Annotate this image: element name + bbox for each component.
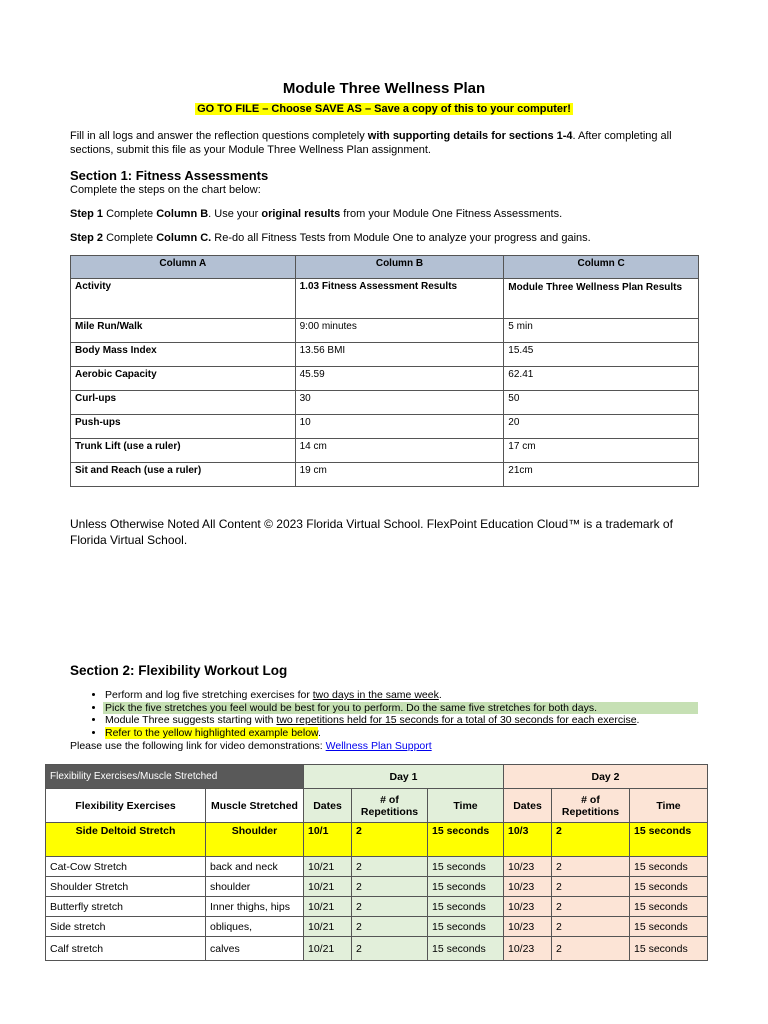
bullet4-text: Refer to the yellow highlighted example below <box>105 726 319 739</box>
table-cell[interactable]: 30 <box>295 391 504 415</box>
table-cell[interactable]: 45.59 <box>295 367 504 391</box>
table-cell[interactable]: 2 <box>552 937 630 961</box>
column-a-header: Column A <box>71 256 296 279</box>
bullet3-underlined: two repetitions held for 15 seconds for a total of 30 seconds for each exercise <box>276 714 637 726</box>
table-row <box>71 279 699 319</box>
table-cell[interactable]: 15.45 <box>504 343 699 367</box>
list-item <box>105 689 698 702</box>
step1-part-b: . Use your <box>208 208 262 220</box>
table-cell[interactable]: 10/23 <box>504 897 552 917</box>
table-cell[interactable]: 17 cm <box>504 439 699 463</box>
day2-header: Day 2 <box>504 765 708 789</box>
table-cell[interactable]: 10/21 <box>304 937 352 961</box>
table-cell[interactable]: Sit and Reach (use a ruler) <box>71 463 296 487</box>
table-cell[interactable]: 2 <box>552 917 630 937</box>
fitness-assessment-table <box>70 255 699 487</box>
table-cell[interactable]: 15 seconds <box>630 857 708 877</box>
table-cell[interactable]: 10/21 <box>304 857 352 877</box>
table-cell[interactable]: 15 seconds <box>630 877 708 897</box>
table-row <box>71 343 699 367</box>
table-cell[interactable]: 2 <box>552 857 630 877</box>
example-row <box>46 823 708 857</box>
col-header: Time <box>428 789 504 823</box>
col-header: Dates <box>504 789 552 823</box>
table-cell[interactable]: Push-ups <box>71 415 296 439</box>
table-row <box>71 367 699 391</box>
table-header-row <box>71 256 699 279</box>
table-row <box>71 463 699 487</box>
table-cell[interactable]: Butterfly stretch <box>46 897 206 917</box>
table-cell[interactable]: Calf stretch <box>46 937 206 961</box>
table-cell[interactable]: 21cm <box>504 463 699 487</box>
table-cell[interactable]: 10 <box>295 415 504 439</box>
table-row <box>46 917 708 937</box>
video-link-line <box>70 740 432 752</box>
table-cell[interactable]: 10/21 <box>304 917 352 937</box>
table-cell[interactable]: 15 seconds <box>428 877 504 897</box>
table-cell: 15 seconds <box>630 823 708 857</box>
table-row <box>71 415 699 439</box>
step2-text <box>70 231 591 245</box>
table-cell[interactable]: 9:00 minutes <box>295 319 504 343</box>
table-cell[interactable]: 2 <box>552 897 630 917</box>
table-cell[interactable]: 10/23 <box>504 917 552 937</box>
col-header: Time <box>630 789 708 823</box>
table-row <box>46 857 708 877</box>
table-cell[interactable]: Mile Run/Walk <box>71 319 296 343</box>
intro-paragraph <box>70 129 700 157</box>
table-cell[interactable]: 50 <box>504 391 699 415</box>
section1-heading: Section 1: Fitness Assessments <box>70 168 269 183</box>
save-instruction <box>0 103 768 115</box>
table-cell[interactable]: 15 seconds <box>428 897 504 917</box>
bullet2-text: • Pick the five stretches you feel would be best for you to perform. Do the same five stretches for both days. <box>103 702 698 715</box>
group-header: Flexibility Exercises/Muscle Stretched <box>46 765 304 789</box>
table-cell: 10/1 <box>304 823 352 857</box>
table-cell: 2 <box>352 823 428 857</box>
list-item <box>105 702 698 715</box>
table-cell[interactable]: back and neck <box>206 857 304 877</box>
step2-part-b: Re-do all Fitness Tests from Module One to analyze your progress and gains. <box>211 232 591 244</box>
table-row <box>46 877 708 897</box>
table-cell[interactable]: 15 seconds <box>630 897 708 917</box>
table-cell[interactable]: 13.56 BMI <box>295 343 504 367</box>
table-cell[interactable]: 2 <box>352 857 428 877</box>
copyright-notice: Unless Otherwise Noted All Content © 2023 Florida Virtual School. FlexPoint Education Cloud™ is a trademark of Florida Virtual School. <box>70 517 673 547</box>
table-cell[interactable]: 20 <box>504 415 699 439</box>
bullet3-end: . <box>636 714 640 726</box>
wellness-plan-support-link[interactable]: Wellness Plan Support <box>325 740 432 752</box>
bullet1-underlined: two days in the same week <box>312 689 439 701</box>
bullet3-text: Module Three suggests starting with <box>105 714 277 726</box>
table-column-header-row <box>46 789 708 823</box>
intro-text-c: . After completing all sections, submit this file as your Module Three Wellness Plan assignment. <box>70 130 672 156</box>
table-cell: 2 <box>552 823 630 857</box>
table-row <box>71 439 699 463</box>
bullet1-end: . <box>438 689 442 701</box>
list-item <box>105 714 698 727</box>
step1-original: original results <box>261 208 341 220</box>
step1-label: Step 1 <box>70 208 104 220</box>
table-cell[interactable]: 15 seconds <box>428 937 504 961</box>
table-cell[interactable]: 10/23 <box>504 877 552 897</box>
table-cell[interactable]: Body Mass Index <box>71 343 296 367</box>
table-cell[interactable]: Curl-ups <box>71 391 296 415</box>
intro-text-a: Fill in all logs and answer the reflection questions completely <box>70 130 368 142</box>
step2-column: Column C. <box>156 232 212 244</box>
table-cell[interactable]: 62.41 <box>504 367 699 391</box>
bullet4-end: . <box>318 726 321 739</box>
table-cell[interactable]: Activity <box>71 279 296 319</box>
table-cell[interactable]: 15 seconds <box>630 917 708 937</box>
col-header: Flexibility Exercises <box>46 789 206 823</box>
table-cell[interactable]: Module Three Wellness Plan Results <box>504 279 699 319</box>
table-cell[interactable]: 2 <box>352 937 428 961</box>
section1-subtitle: Complete the steps on the chart below: <box>70 184 261 196</box>
table-cell[interactable]: 15 seconds <box>428 917 504 937</box>
table-cell[interactable]: calves <box>206 937 304 961</box>
table-cell[interactable]: 2 <box>552 877 630 897</box>
col-header: Dates <box>304 789 352 823</box>
table-group-header-row <box>46 765 708 789</box>
table-cell[interactable]: 2 <box>352 917 428 937</box>
table-cell[interactable]: 2 <box>352 897 428 917</box>
column-b-header: Column B <box>295 256 504 279</box>
table-cell[interactable]: 10/21 <box>304 897 352 917</box>
table-cell[interactable]: Cat-Cow Stretch <box>46 857 206 877</box>
save-instruction-text: GO TO FILE – Choose SAVE AS – Save a copy of this to your computer! <box>197 103 571 115</box>
day1-header: Day 1 <box>304 765 504 789</box>
step1-part-c: from your Module One Fitness Assessments. <box>340 208 563 220</box>
col-header: # of Repetitions <box>552 789 630 823</box>
table-cell[interactable]: Side stretch <box>46 917 206 937</box>
col-header: Muscle Stretched <box>206 789 304 823</box>
table-row <box>71 319 699 343</box>
table-cell[interactable]: 10/21 <box>304 877 352 897</box>
table-cell[interactable]: Shoulder Stretch <box>46 877 206 897</box>
table-cell[interactable]: 15 seconds <box>428 857 504 877</box>
table-cell[interactable]: Inner thighs, hips <box>206 897 304 917</box>
bullet1-text: Perform and log five stretching exercises for <box>105 689 313 701</box>
doc-title: Module Three Wellness Plan <box>282 80 486 97</box>
table-cell: 10/3 <box>504 823 552 857</box>
table-cell[interactable]: 19 cm <box>295 463 504 487</box>
col-header: # of Repetitions <box>352 789 428 823</box>
table-cell[interactable]: 10/23 <box>504 857 552 877</box>
table-row <box>46 937 708 961</box>
list-item <box>105 727 698 740</box>
table-cell[interactable]: 5 min <box>504 319 699 343</box>
table-cell[interactable]: 15 seconds <box>630 937 708 961</box>
table-cell[interactable]: shoulder <box>206 877 304 897</box>
intro-text-bold: with supporting details for sections 1-4 <box>367 130 573 142</box>
table-row <box>71 391 699 415</box>
table-cell[interactable]: 14 cm <box>295 439 504 463</box>
table-cell: Side Deltoid Stretch <box>46 823 206 857</box>
step1-column: Column B <box>156 208 209 220</box>
column-c-header: Column C <box>504 256 699 279</box>
step1-part-a: Complete <box>103 208 157 220</box>
table-cell[interactable]: 10/23 <box>504 937 552 961</box>
link-intro: Please use the following link for video demonstrations: <box>70 740 326 752</box>
table-row <box>46 897 708 917</box>
table-cell[interactable]: Aerobic Capacity <box>71 367 296 391</box>
table-cell[interactable]: 2 <box>352 877 428 897</box>
table-cell[interactable]: 1.03 Fitness Assessment Results <box>295 279 504 319</box>
instructions-list <box>70 689 698 739</box>
table-cell: 15 seconds <box>428 823 504 857</box>
section2-heading: Section 2: Flexibility Workout Log <box>70 663 288 678</box>
step2-label: Step 2 <box>70 232 104 244</box>
step1-text <box>70 207 562 221</box>
table-cell[interactable]: obliques, <box>206 917 304 937</box>
table-cell[interactable]: Trunk Lift (use a ruler) <box>71 439 296 463</box>
table-cell: Shoulder <box>206 823 304 857</box>
flexibility-log-table <box>45 764 708 961</box>
step2-part-a: Complete <box>103 232 157 244</box>
